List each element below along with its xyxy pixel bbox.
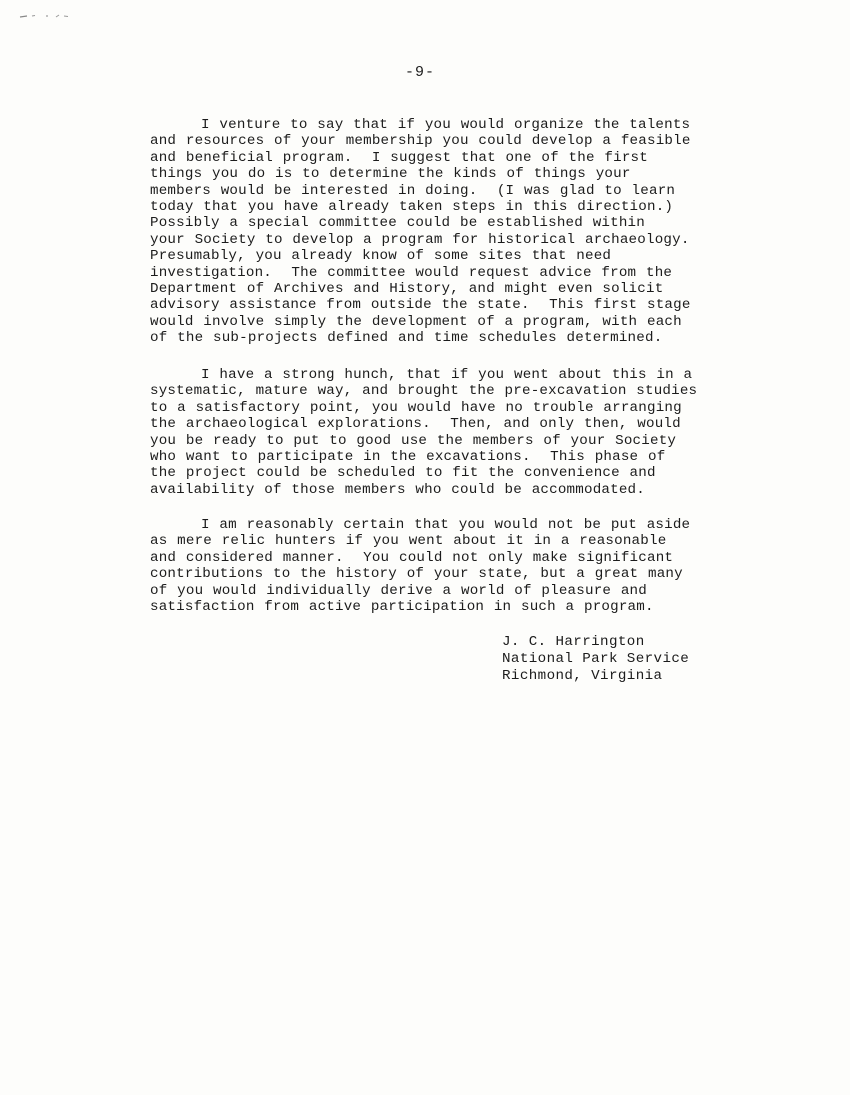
paragraph-line: Presumably, you already know of some sites that need bbox=[150, 248, 612, 265]
paragraph-line: the archaeological explorations. Then, and only then, would bbox=[150, 416, 681, 433]
paragraph-line: you be ready to put to good use the members of your Society bbox=[150, 432, 677, 449]
paragraph-line: satisfaction from active participation in such a program. bbox=[150, 599, 654, 616]
paragraph-3 bbox=[150, 517, 790, 615]
paragraph-line: and beneficial program. I suggest that one of the first bbox=[150, 149, 648, 166]
signature-block bbox=[502, 634, 689, 684]
paragraph-line: your Society to develop a program for historical archaeology. bbox=[150, 231, 690, 248]
paragraph-line: I am reasonably certain that you would not be put aside bbox=[201, 517, 691, 533]
paragraph-line: I venture to say that if you would organize the talents bbox=[201, 117, 691, 133]
paragraph-line: of you would individually derive a world of pleasure and bbox=[150, 582, 647, 599]
paragraph-line: advisory assistance from outside the state. This first stage bbox=[150, 297, 691, 314]
paragraph-line: I have a strong hunch, that if you went about this in a bbox=[201, 367, 693, 383]
signature-location: Richmond, Virginia bbox=[502, 667, 663, 684]
paragraph-line: Possibly a special committee could be established within bbox=[150, 215, 645, 232]
paragraph-line: investigation. The committee would request advice from the bbox=[150, 264, 673, 281]
scan-mark-decoration bbox=[18, 10, 78, 20]
paragraph-line: to a satisfactory point, you would have no trouble arranging bbox=[150, 399, 682, 416]
paragraph-1 bbox=[150, 117, 790, 347]
paragraph-line: Department of Archives and History, and might even solicit bbox=[150, 281, 664, 298]
paragraph-line: things you do is to determine the kinds of things your bbox=[150, 166, 631, 183]
signature-organization: National Park Service bbox=[502, 650, 690, 667]
paragraph-line: availability of those members who could be accommodated. bbox=[150, 481, 645, 498]
paragraph-line: the project could be scheduled to fit the convenience and bbox=[150, 465, 656, 482]
paragraph-line: members would be interested in doing. (I was glad to learn bbox=[150, 182, 676, 199]
paragraph-line: today that you have already taken steps in this direction.) bbox=[150, 199, 674, 216]
page-number: -9- bbox=[404, 64, 435, 81]
signature-name: J. C. Harrington bbox=[502, 634, 645, 650]
paragraph-line: of the sub-projects defined and time schedules determined. bbox=[150, 330, 663, 347]
paragraph-line: who want to participate in the excavations. This phase of bbox=[150, 449, 666, 466]
paragraph-line: as mere relic hunters if you went about it in a reasonable bbox=[150, 533, 667, 550]
paragraph-line: systematic, mature way, and brought the pre-excavation studies bbox=[150, 383, 698, 400]
paragraph-2 bbox=[150, 367, 790, 498]
paragraph-line: and resources of your membership you could develop a feasible bbox=[150, 133, 691, 150]
paragraph-line: and considered manner. You could not only make significant bbox=[150, 549, 674, 566]
paragraph-line: would involve simply the development of a program, with each bbox=[150, 313, 682, 330]
paragraph-line: contributions to the history of your state, but a great many bbox=[150, 566, 683, 583]
